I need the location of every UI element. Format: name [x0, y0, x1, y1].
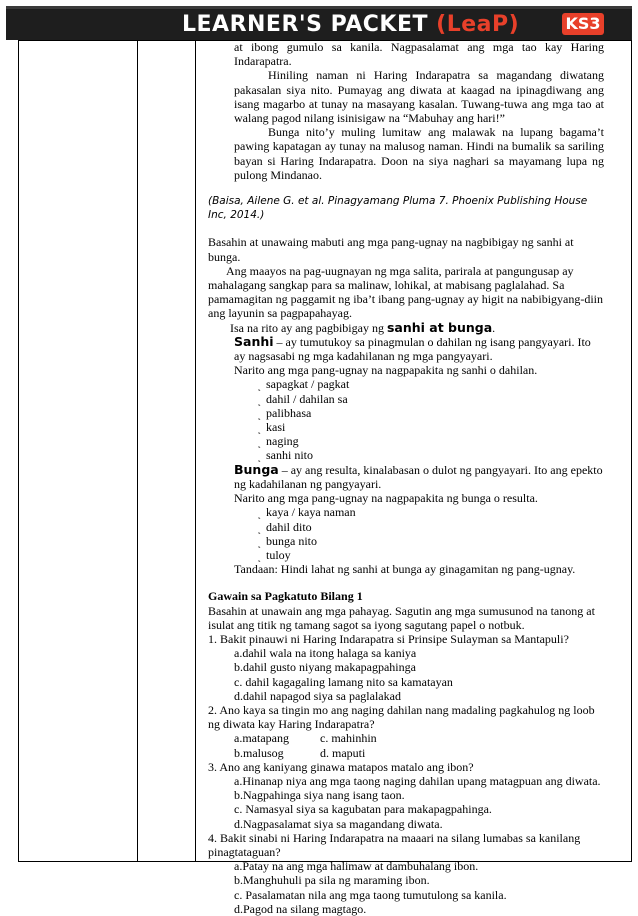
table-divider-1 — [137, 41, 138, 861]
bunga-lead: Narito ang mga pang-ugnay na nagpapakita ng bunga o resulta. — [234, 491, 538, 506]
list-item: ˛ kasi — [208, 420, 604, 434]
option: b.Nagpahinga siya nang isang taon. — [234, 788, 405, 803]
list-item: ˛ kaya / kaya naman — [208, 505, 604, 519]
list-item: ˛ naging — [208, 434, 604, 448]
option: d.Pagod na silang magtago. — [234, 901, 367, 916]
list-item: ˛ sanhi nito — [208, 448, 604, 462]
story-paragraph-3: Bunga nito’y muling lumitaw ang malawak na lupang bagama’t pawing kapatagan ay tunay na malusog naman. Hindi na bumalik sa sariling bayan si Haring Indarapatra. Doon na siya naghari sa mayamang lupa ng pulong Mindanao. — [234, 125, 604, 182]
option-row — [208, 746, 604, 760]
lesson-intro-1: Basahin at unawaing mabuti ang mga pang-ugnay na nagbibigay ng sanhi at bunga. — [208, 235, 574, 264]
list-item: ˛ dahil / dahilan sa — [208, 392, 604, 406]
activity-instructions: Basahin at unawain ang mga pahayag. Sagutin ang mga sumusunod na tanong at isulat ang titik ng tamang sagot sa iyong sagutang papel o notbuk. — [208, 603, 595, 632]
option: b.Manghuhuli pa sila ng maraming ibon. — [234, 873, 430, 888]
lesson-content — [208, 40, 604, 916]
lesson-intro-2: Ang maayos na pag-uugnayan ng mga salita, parirala at pangungusap ay mahalagang sangkap para sa malinaw, lohikal, at mabisang paglalahad. Sa pamamagitan ng paggamit ng iba’t ibang pang-ugnay ay higit na nabibigyang-diin ang layunin sa pagpapahayag. — [208, 263, 604, 321]
list-item: ˛ tuloy — [208, 548, 604, 562]
bunga-def-text: – ay ang resulta, kinalabasan o dulot ng pangyayari. Ito ang epekto ng kadahilanan ng pangyayari. — [234, 462, 603, 491]
list-item: ˛ bunga nito — [208, 534, 604, 548]
sanhi-term: Sanhi — [234, 333, 274, 349]
page-banner — [6, 6, 632, 40]
option: a.dahil wala na itong halaga sa kaniya — [234, 646, 417, 661]
option: a.matapang — [234, 731, 289, 746]
question-2: 2. Ano kaya sa tingin mo ang naging dahilan nang madaling pagkahulog ng loob ng diwata kay Haring Indarapatra? — [208, 702, 595, 732]
lesson-note: Tandaan: Hindi lahat ng sanhi at bunga ay ginagamitan ng pang-ugnay. — [234, 562, 576, 577]
banner-title-main: LEARNER'S PACKET — [182, 12, 428, 37]
option: b.dahil gusto niyang makapagpahinga — [234, 660, 416, 675]
option: c. dahil kagagaling lamang nito sa kamatayan — [234, 674, 453, 689]
option: c. mahinhin — [320, 731, 377, 746]
option: d.Nagpasalamat siya sa magandang diwata. — [234, 816, 443, 831]
list-item: ˛ sapagkat / pagkat — [208, 377, 604, 391]
question-3: 3. Ano ang kaniyang ginawa matapos matalo ang ibon? — [208, 759, 474, 774]
bunga-definition — [208, 463, 604, 491]
question-1: 1. Bakit pinauwi ni Haring Indarapatra si Prinsipe Sulayman sa Mantapuli? — [208, 631, 569, 646]
table-divider-2 — [195, 41, 196, 861]
lesson-focus — [208, 321, 604, 335]
focus-prefix: Isa na rito ay ang pagbibigay ng — [230, 320, 384, 335]
story-paragraph-2: Hiniling naman ni Haring Indarapatra sa magandang diwatang pakasalan siya nito. Pumayag ang diwata at kaagad na ipinagdiwang ang isang magarbo at tunay na masayang kasalan. Tuwang-tuwa ang mga tao at walang pagod nilang isinisigaw na “Mabuhay ang hari!” — [234, 68, 604, 126]
banner-title — [182, 11, 519, 39]
story-citation: (Baisa, Ailene G. et al. Pinagyamang Pluma 7. Phoenix Publishing House Inc, 2014.) — [208, 195, 588, 222]
bunga-term: Bunga — [234, 461, 279, 477]
sanhi-definition — [208, 335, 604, 363]
focus-term: sanhi at bunga — [386, 319, 493, 335]
list-item: ˛ palibhasa — [208, 406, 604, 420]
option-row — [208, 731, 604, 745]
activity-title: Gawain sa Pagkatuto Bilang 1 — [208, 589, 363, 604]
story-paragraph-1: at ibong gumulo sa kanila. Nagpasalamat ang mga tao kay Haring Indarapatra. — [234, 40, 604, 69]
question-4: 4. Bakit sinabi ni Haring Indarapatra na maaari na silang lumabas sa kanilang pinagtataguan? — [208, 830, 581, 859]
banner-title-accent: (LeaP) — [436, 12, 520, 37]
option: c. Namasyal siya sa kagubatan para makapagpahinga. — [234, 802, 492, 817]
list-item: ˛ dahil dito — [208, 520, 604, 534]
option: c. Pasalamatan nila ang mga taong tumutulong sa kanila. — [234, 887, 507, 902]
focus-suffix: . — [492, 320, 496, 335]
option: d. maputi — [320, 745, 366, 760]
option: b.malusog — [234, 745, 284, 760]
option: d.dahil napagod siya sa paglalakad — [234, 688, 401, 703]
sanhi-def-text: – ay tumutukoy sa pinagmulan o dahilan ng isang pangyayari. Ito ay nagsasabi ng mga kadahilanan ng mga pangyayari. — [234, 334, 591, 364]
sanhi-lead: Narito ang mga pang-ugnay na nagpapakita ng sanhi o dahilan. — [234, 363, 538, 378]
option: a.Patay na ang mga halimaw at dambuhalang ibon. — [234, 859, 479, 874]
option: a.Hinanap niya ang mga taong naging dahilan upang matagpuan ang diwata. — [234, 773, 601, 788]
ks-badge: KS3 — [562, 13, 604, 35]
